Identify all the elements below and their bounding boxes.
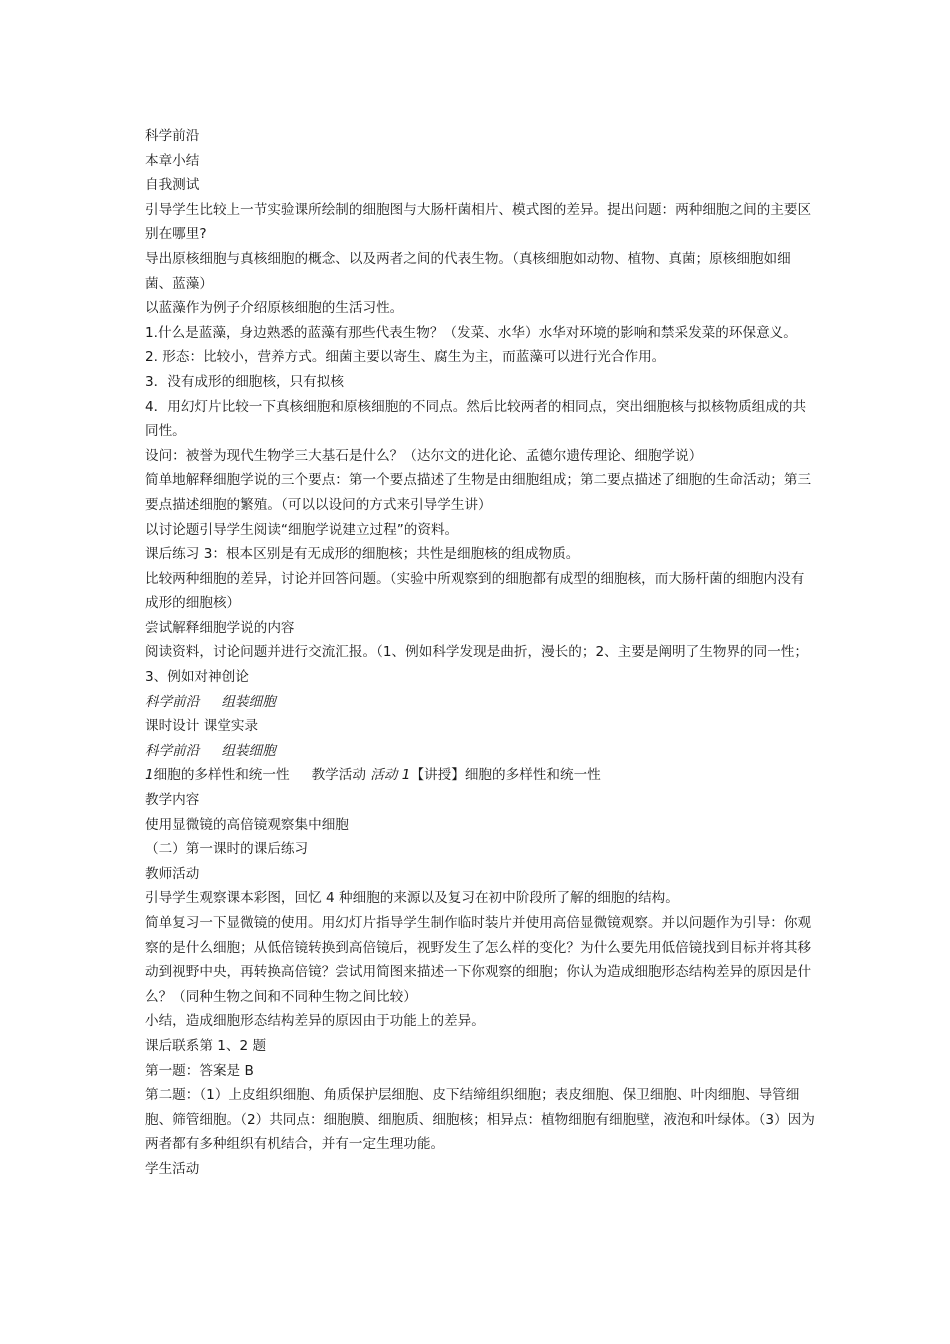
document-body [145,124,817,1182]
section-line [145,763,817,788]
italic-label: 科学前沿 [145,693,200,710]
paragraph: （二）第一课时的课后练习 [145,841,309,858]
italic-label: 科学前沿 [145,742,200,759]
paragraph: 1.什么是蓝藻，身边熟悉的蓝藻有那些代表生物？（发菜、水华）水华对环境的影响和禁采发菜的环保意义。 [145,324,797,341]
section-number: 1 [145,767,154,784]
paragraph: 以蓝藻作为例子介绍原核细胞的生活习性。 [145,300,404,317]
paragraph: 课后联系第 1、2 题 [145,1037,267,1054]
paragraph: 3．没有成形的细胞核，只有拟核 [145,373,344,390]
line-heading: 科学前沿 [145,128,200,144]
line-heading: 学生活动 [145,1160,200,1177]
paragraph: 第二题：（1）上皮组织细胞、角质保护层细胞、皮下结缔组织细胞；表皮细胞、保卫细胞、叶肉细胞、导管细胞、筛管细胞。（2）共同点：细胞膜、细胞质、细胞核；相异点：植物细胞有细胞壁，液泡和叶绿体。（3）因为两者都有多种组织有机结合，并有一定生理功能。 [145,1087,815,1153]
activity-title: 【讲授】细胞的多样性和统一性 [410,767,601,784]
paragraph: 2. 形态：比较小，营养方式。细菌主要以寄生、腐生为主，而蓝藻可以进行光合作用。 [145,349,666,366]
paragraph: 使用显微镜的高倍镜观察集中细胞 [145,816,349,833]
paragraph: 阅读资料，讨论问题并进行交流汇报。（1、例如科学发现是曲折，漫长的；2、主要是阐明了生物界的同一性；3、例如对神创论 [145,644,808,686]
italic-label: 组装细胞 [221,742,276,759]
paragraph: 尝试解释细胞学说的内容 [145,619,295,636]
paragraph: 以讨论题引导学生阅读“细胞学说建立过程”的资料。 [145,521,459,538]
paragraph: 导出原核细胞与真核细胞的概念、以及两者之间的代表生物。（真核细胞如动物、植物、真菌；原核细胞如细菌、蓝藻） [145,250,791,292]
paragraph: 课后练习 3：根本区别是有无成形的细胞核；共性是细胞核的组成物质。 [145,546,580,563]
italic-heading-line [145,690,817,715]
line-heading: 自我测试 [145,177,200,194]
paragraph: 第一题：答案是 B [145,1062,254,1079]
line-heading: 教师活动 [145,865,200,882]
paragraph: 引导学生观察课本彩图，回忆 4 种细胞的来源以及复习在初中阶段所了解的细胞的结构。 [145,890,679,907]
section-label: 教学活动 [311,767,366,784]
paragraph: 设问：被誉为现代生物学三大基石是什么？（达尔文的进化论、孟德尔遗传理论、细胞学说） [145,447,703,464]
paragraph: 小结，造成细胞形态结构差异的原因由于功能上的差异。 [145,1013,485,1030]
paragraph: 课时设计 课堂实录 [145,718,259,735]
paragraph: 4．用幻灯片比较一下真核细胞和原核细胞的不同点。然后比较两者的相同点，突出细胞核与拟核物质组成的共同性。 [145,398,807,440]
line-heading: 本章小结 [145,152,200,169]
italic-heading-line [145,739,817,764]
italic-label: 组装细胞 [221,693,276,710]
paragraph: 引导学生比较上一节实验课所绘制的细胞图与大肠杆菌相片、模式图的差异。提出问题：两种细胞之间的主要区别在哪里? [145,201,812,243]
paragraph: 比较两种细胞的差异，讨论并回答问题。（实验中所观察到的细胞都有成型的细胞核，而大肠杆菌的细胞内没有成形的细胞核） [145,570,805,612]
activity-label: 活动 1 [370,767,411,784]
paragraph: 简单地解释细胞学说的三个要点：第一个要点描述了生物是由细胞组成；第二要点描述了细胞的生命活动；第三要点描述细胞的繁殖。（可以以设问的方式来引导学生讲） [145,472,812,513]
line-heading: 教学内容 [145,792,200,809]
paragraph: 简单复习一下显微镜的使用。用幻灯片指导学生制作临时装片并使用高倍显微镜观察。并以问题作为引导：你观察的是什么细胞；从低倍镜转换到高倍镜后，视野发生了怎么样的变化？为什么要先用低倍镜找到目标并将其移动到视野中央，再转换高倍镜？尝试用简图来描述一下你观察的细胞；你认为造成细胞形态结构差异的原因是什么？（同种生物之间和不同种生物之间比较） [145,915,812,1005]
section-title: 细胞的多样性和统一性 [153,767,290,784]
